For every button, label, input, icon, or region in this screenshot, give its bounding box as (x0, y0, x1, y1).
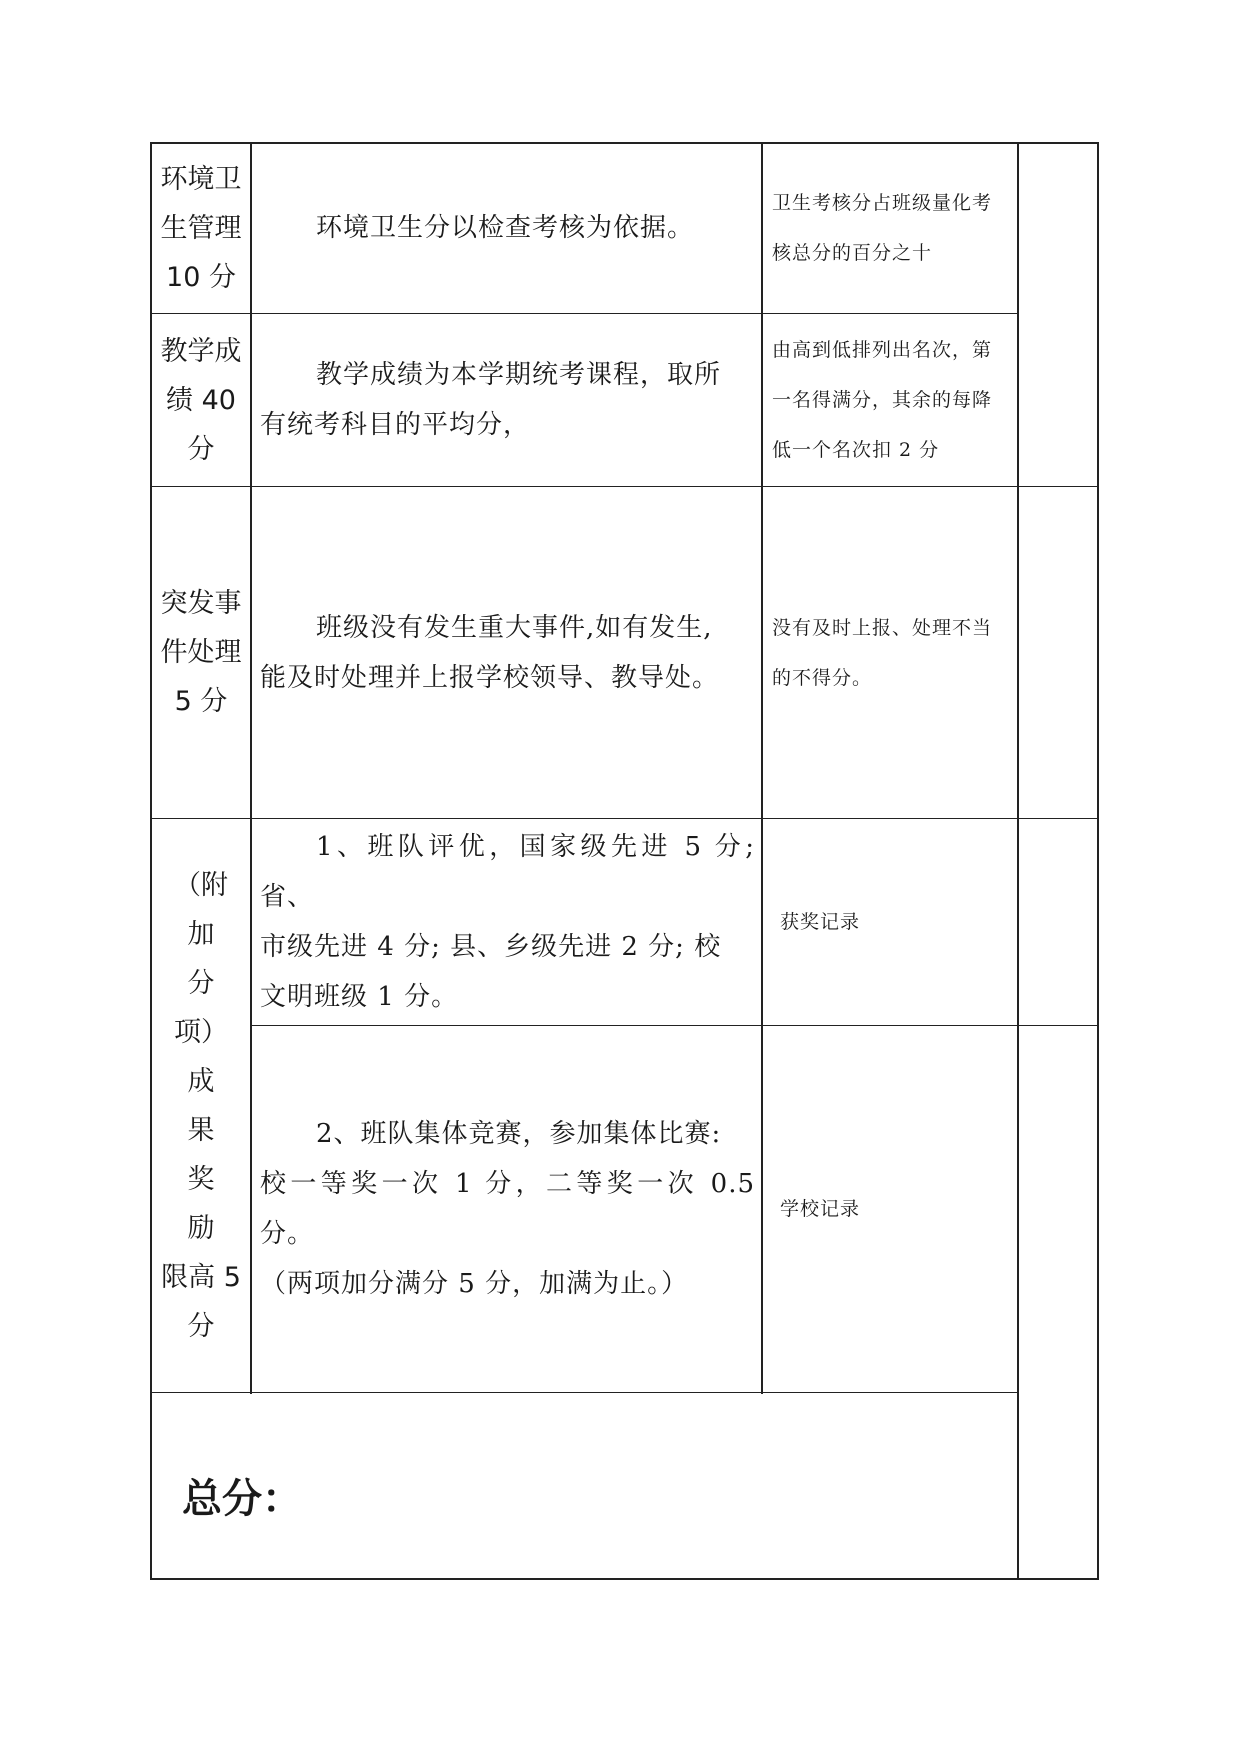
category-line: 励 (187, 1212, 215, 1244)
note-line: 卫生考核分占班级量化考 (772, 192, 993, 214)
note-cell-bonus-awards (763, 819, 1017, 1025)
table-right-border (1097, 142, 1099, 1580)
description-text: 有统考科目的平均分， (260, 410, 531, 440)
category-line: 分 (187, 433, 215, 465)
description-text: 能及时处理并上报学校领导、教导处。 (260, 662, 720, 693)
description-cell-bonus-awards (252, 819, 761, 1025)
category-line: 教学成 (160, 335, 242, 367)
category-line: 果 (187, 1114, 215, 1146)
row-divider (150, 1392, 1017, 1393)
category-line: 成 (187, 1065, 215, 1097)
description-cell-hygiene (252, 143, 761, 313)
category-line: 项） (173, 1016, 228, 1048)
note-line: 低一个名次扣 2 分 (772, 439, 940, 461)
description-text: 文明班级 1 分。 (260, 982, 459, 1012)
category-line: 5 分 (174, 686, 228, 717)
category-cell-hygiene (152, 143, 250, 313)
category-line: 件处理 (160, 637, 242, 668)
category-cell-bonus (152, 819, 250, 1392)
note-cell-emergency (763, 487, 1017, 818)
category-line: 10 分 (166, 261, 236, 293)
category-cell-teaching (152, 314, 250, 486)
category-line: 环境卫 (160, 163, 242, 195)
note-line: 由高到低排列出名次，第 (772, 339, 993, 361)
description-text: 1、班队评优，国家级先进 5 分; 省、 (260, 832, 755, 912)
note-line: 一名得满分，其余的每降 (772, 389, 993, 411)
table-bottom-border (150, 1578, 1099, 1580)
description-text: （两项加分满分 5 分，加满为止。） (260, 1269, 689, 1299)
note-cell-teaching (763, 314, 1017, 486)
description-cell-teaching (252, 314, 761, 486)
note-line: 没有及时上报、处理不当 (772, 616, 993, 639)
column-divider (1017, 142, 1019, 1580)
category-line: （附 (173, 869, 228, 901)
note-line: 学校记录 (780, 1198, 861, 1220)
category-line: 限高 5 (161, 1261, 241, 1293)
description-text: 班级没有发生重大事件,如有发生, (316, 612, 713, 643)
description-text: 校一等奖一次 1 分，二等奖一次 0.5 分。 (260, 1169, 755, 1249)
note-cell-bonus-competition (763, 1026, 1017, 1392)
category-line: 突发事 (160, 588, 242, 619)
category-line: 加 (187, 918, 215, 950)
total-score-label: 总分： (182, 1476, 302, 1522)
category-line: 分 (187, 967, 215, 999)
category-line: 分 (187, 1310, 215, 1342)
note-line: 获奖记录 (780, 911, 861, 933)
note-line: 核总分的百分之十 (772, 242, 933, 264)
description-text: 市级先进 4 分; 县、乡级先进 2 分; 校 (260, 932, 722, 962)
category-line: 奖 (187, 1163, 215, 1195)
description-text: 环境卫生分以检查考核为依据。 (316, 213, 695, 243)
category-line: 生管理 (160, 212, 242, 244)
description-text: 2、班队集体竞赛，参加集体比赛: (316, 1119, 722, 1149)
category-line: 绩 40 (166, 384, 236, 416)
description-cell-bonus-competition (252, 1026, 761, 1392)
note-line: 的不得分。 (772, 666, 873, 689)
description-cell-emergency (252, 487, 761, 818)
description-text: 教学成绩为本学期统考课程，取所 (316, 360, 722, 390)
category-cell-emergency (152, 487, 250, 818)
note-cell-hygiene (763, 143, 1017, 313)
